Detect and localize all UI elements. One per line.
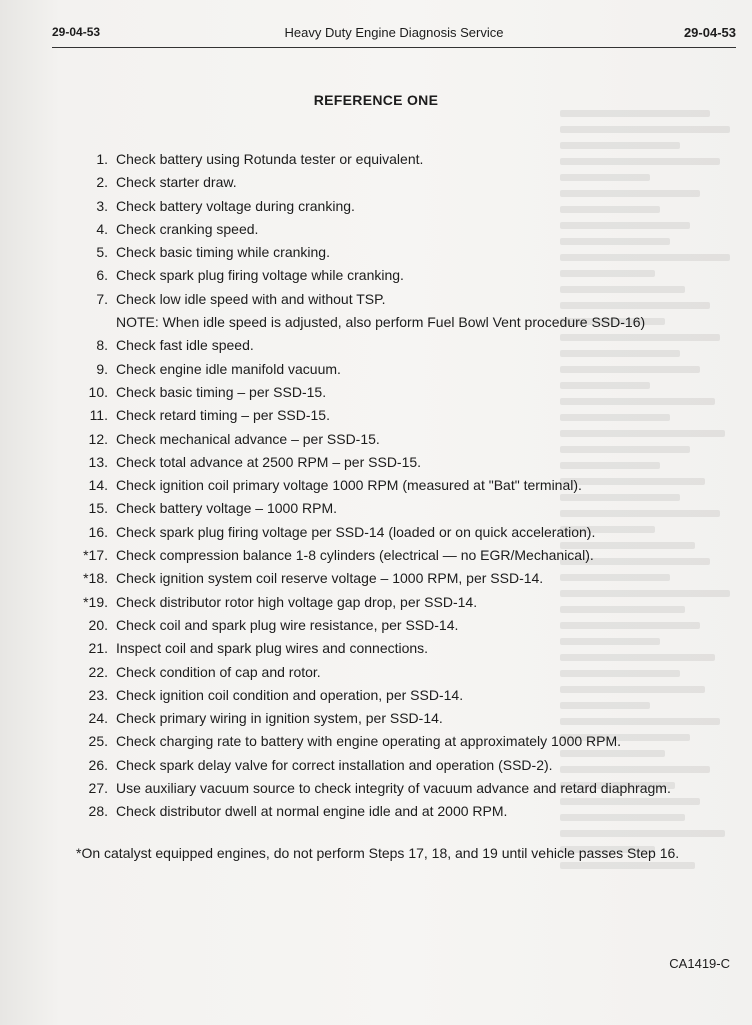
step-item [70, 334, 740, 357]
step-item [70, 637, 740, 660]
step-text: Check battery using Rotunda tester or equivalent. [116, 151, 424, 167]
step-number: 14. [88, 477, 108, 494]
step-number: 20. [88, 616, 108, 633]
step-number: 26. [88, 756, 108, 773]
step-text: Check ignition coil primary voltage 1000 RPM (measured at "Bat" terminal). [116, 477, 582, 494]
step-text: Check coil and spark plug wire resistance, per SSD-14. [116, 616, 459, 633]
step-number: 13. [88, 453, 108, 470]
step-text: Check compression balance 1-8 cylinders (electrical — no EGR/Mechanical). [116, 547, 594, 564]
step-text: Check charging rate to battery with engine operating at approximately 1000 RPM. [116, 733, 622, 750]
step-text: Check low idle speed with and without TSP. [116, 290, 386, 307]
step-item [70, 730, 740, 753]
reference-title: REFERENCE ONE [313, 92, 439, 108]
step-text: Check spark plug firing voltage per SSD-14 (loaded or on quick acceleration). [116, 523, 596, 540]
header-page-code-right: 29-04-53 [683, 25, 736, 40]
page-header [52, 25, 736, 48]
step-number: 11. [89, 407, 108, 424]
step-item [70, 428, 740, 451]
step-number: 1. [96, 151, 108, 167]
step-number: 5. [96, 244, 108, 261]
step-number: 4. [96, 220, 108, 237]
step-number: 24. [88, 710, 108, 727]
step-text: Check fast idle speed. [116, 337, 254, 354]
step-number: 2. [96, 174, 108, 191]
step-number: 3. [96, 197, 108, 214]
step-number: 22. [88, 663, 108, 680]
step-item [70, 777, 740, 800]
step-item [70, 614, 740, 637]
step-number: 12. [88, 430, 108, 447]
step-number: 28. [88, 803, 108, 820]
header-title: Heavy Duty Engine Diagnosis Service [284, 25, 504, 40]
step-item [70, 358, 740, 381]
step-text: Check distributor rotor high voltage gap drop, per SSD-14. [116, 593, 478, 610]
step-text: Inspect coil and spark plug wires and connections. [116, 640, 429, 657]
step-text: Check distributor dwell at normal engine idle and at 2000 RPM. [116, 803, 508, 820]
step-number: 16. [88, 523, 108, 540]
step-text: Check spark plug firing voltage while cranking. [116, 267, 404, 284]
step-text: Check total advance at 2500 RPM – per SSD-15. [116, 453, 422, 470]
step-number: 21. [88, 640, 108, 657]
procedure-steps [70, 148, 740, 824]
step-number: *18. [83, 570, 108, 587]
step-item [70, 404, 740, 427]
step-text: Check primary wiring in ignition system, per SSD-14. [116, 710, 443, 727]
step-text: Check engine idle manifold vacuum. [116, 360, 341, 377]
step-item [70, 544, 740, 567]
step-number: 10. [88, 383, 108, 400]
step-item [70, 800, 740, 823]
step-number: 9. [96, 360, 108, 377]
step-item [70, 148, 740, 171]
step-text: Check starter draw. [116, 174, 237, 191]
header-page-code-left: 29-04-53 [52, 25, 101, 39]
step-item [70, 171, 740, 194]
step-text: Check cranking speed. [116, 220, 259, 237]
step-text: Use auxiliary vacuum source to check integrity of vacuum advance and retard diaphragm. [116, 780, 671, 797]
step-number: 8. [96, 337, 108, 354]
step-text: Check spark delay valve for correct installation and operation (SSD-2). [116, 756, 553, 773]
step-number: *19. [83, 593, 108, 610]
step-number: 7. [96, 290, 108, 307]
step-text: Check basic timing – per SSD-15. [116, 383, 327, 400]
step-number: 6. [96, 267, 108, 284]
step-item [70, 591, 740, 614]
step-text: Check mechanical advance – per SSD-15. [116, 430, 380, 447]
step-item [70, 288, 740, 311]
step-item [70, 241, 740, 264]
step-item [70, 474, 740, 497]
step-text: Check condition of cap and rotor. [116, 663, 321, 680]
step-text: Check ignition system coil reserve voltage – 1000 RPM, per SSD-14. [116, 570, 544, 587]
step-number: *17. [83, 547, 108, 564]
step-number: 27. [88, 780, 108, 797]
note-text: NOTE: When idle speed is adjusted, also perform Fuel Bowl Vent procedure SSD-16) [116, 314, 646, 331]
step-item [70, 754, 740, 777]
footnote: *On catalyst equipped engines, do not perform Steps 17, 18, and 19 until vehicle passes Step 16. [76, 845, 680, 861]
step-item [70, 264, 740, 287]
step-note [70, 311, 740, 334]
step-item [70, 567, 740, 590]
figure-code: CA1419-C [669, 956, 730, 971]
step-number: 25. [88, 733, 108, 750]
step-item [70, 451, 740, 474]
step-item [70, 381, 740, 404]
step-item [70, 497, 740, 520]
step-text: Check retard timing – per SSD-15. [116, 407, 330, 424]
step-item [70, 521, 740, 544]
step-number: 23. [88, 686, 108, 703]
step-item [70, 218, 740, 241]
step-text: Check ignition coil condition and operation, per SSD-14. [116, 686, 464, 703]
step-text: Check battery voltage during cranking. [116, 197, 355, 214]
step-text: Check battery voltage – 1000 RPM. [116, 500, 338, 517]
step-item [70, 684, 740, 707]
step-number: 15. [88, 500, 108, 517]
step-text: Check basic timing while cranking. [116, 244, 330, 261]
step-item [70, 661, 740, 684]
step-item [70, 195, 740, 218]
step-item [70, 707, 740, 730]
